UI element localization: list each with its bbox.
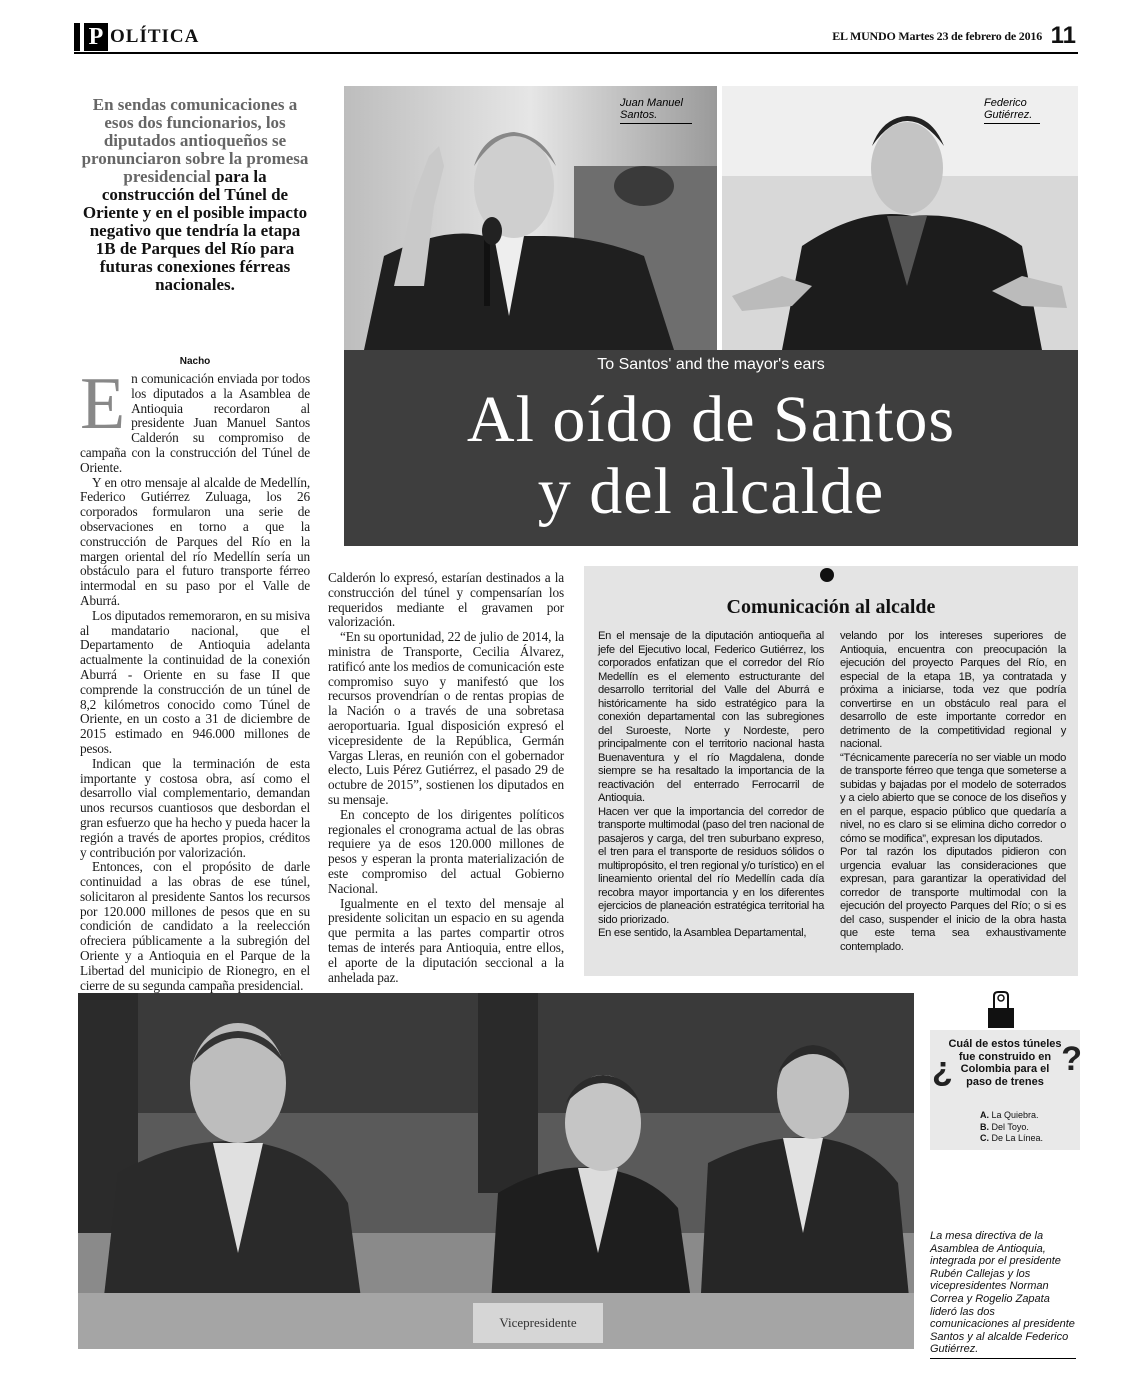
question-mark-open-icon: ¿ — [932, 1050, 953, 1088]
assembly-photo-image — [78, 993, 914, 1349]
section-initial: P — [84, 23, 108, 51]
lead-grey-text: En sendas comunicaciones a esos dos funcionarios, los diputados antioqueños se pronunciaron sobre la promesa presidencial — [81, 95, 309, 186]
headline-band — [344, 350, 1078, 546]
quiz-box — [930, 1030, 1080, 1150]
sidebar-paragraph: “Técnicamente parecería no ser viable un modo de transporte férreo que tenga que someterse a subidas y bajadas por el modelo de soterrados y a cielo abierto que se conoce de los diseños y en el parque, espacio público que quedaría a nivel, no es claro si se elimina dicho corredor o cómo se modifica”, expresan los diputados. — [840, 751, 1066, 845]
page-header — [74, 22, 1078, 54]
section-bar — [74, 23, 80, 51]
lead-paragraph — [80, 96, 310, 294]
article-paragraph: Los diputados rememoraron, en su misiva al mandatario nacional, que el Departamento de Antioquia adelanta actualmente la continuidad de la conexión Aburrá - Oriente en su fase II que comprende la construcción de un túnel de 8,2 kilómetros conocido como Túnel de Oriente, en un costo a 31 de diciembre de 2015 estimado en 946.000 millones de pesos. — [80, 607, 310, 756]
article-paragraph: Indican que la terminación de esta importante y costosa obra, así como el desarrollo vial complementario, demandan unos recursos cuantiosos que desbordan el gran esfuerzo que ha hecho y pueda hacer la región a través de aportes propios, créditos y contribución por valorización. — [80, 755, 310, 860]
article-paragraph: Y en otro mensaje al alcalde de Medellín, Federico Gutiérrez Zuluaga, los 26 corporados formularon una serie de observaciones en torno a que la construcción de Parques del Río en la margen oriental del río Medellín sería un obstáculo para el futuro transporte férreo intermodal en su paso por el Valle de Aburrá. — [80, 474, 310, 608]
article-paragraph: En concepto de los dirigentes políticos regionales el cronograma actual de las obras requiere ya de esos 120.000 millones de pesos y esperan la pronta materialización de este compromiso del actual Gobierno Nacional. — [328, 806, 564, 896]
gutierrez-photo-image — [722, 86, 1078, 350]
byline: Nacho — [179, 356, 211, 367]
sidebar-column-1 — [598, 630, 824, 941]
page-number: 11 — [1050, 22, 1076, 49]
quiz-option: A. La Quiebra. — [980, 1110, 1039, 1120]
headline-kicker: To Santos' and the mayor's ears — [597, 356, 825, 373]
section-name: OLÍTICA — [110, 26, 200, 47]
headline-line-2: y del alcalde — [537, 455, 885, 528]
dateline: EL MUNDO Martes 23 de febrero de 2016 — [832, 29, 1042, 43]
sidebar-title: Comunicación al alcalde — [726, 596, 936, 618]
sidebar-paragraph: En el mensaje de la diputación antioqueña al jefe del Ejecutivo local, Federico Gutiérrez, los corporados enfatizan que el corredor del Río Medellín es el elemento estructurante del desarrollo territorial del Valle del Aburrá e históricamente ha sido estratégico para la conexión departamental con las subregiones del Suroeste, Norte y Nordeste, pero principalmente con el territorio nacional hasta Buenaventura y el río Magdalena, donde siempre se ha resaltado la importancia de la reactivación del enterrado Ferrocarril de Antioquia. — [598, 630, 824, 804]
assembly-photo-caption: La mesa directiva de la Asamblea de Antioquia, integrada por el presidente Rubén Callejas y los vicepresidentes Norman Correa y Rogelio Zapata lideró las dos comunicaciones al presidente Santos y al alcalde Federico Gutiérrez. — [930, 1230, 1076, 1359]
santos-photo-caption: Juan Manuel Santos. — [620, 97, 692, 124]
headline-line-1: Al oído de Santos — [466, 383, 956, 456]
gutierrez-photo-caption: Federico Gutiérrez. — [984, 97, 1040, 124]
lead-dark-text: para la construcción del Túnel de Oriente y en el posible impacto negativo que tendría la etapa 1B de Parques del Río para futuras conexiones férreas nacionales. — [82, 167, 308, 294]
santos-photo-image — [344, 86, 717, 350]
binder-clip-icon — [986, 990, 1016, 1030]
article-column-1 — [80, 363, 310, 1008]
sidebar-paragraph: velando por los intereses superiores de Antioquia, encuentra con preocupación la ejecución del proyecto Parques del Río, en especial de la etapa 1B, ya contratada y próxima a iniciarse, toda vez que podría convertirse en un obstáculo real para el desarrollo de este importante corredor en detrimento de la competitividad regional y nacional. — [840, 630, 1066, 750]
sidebar-column-2 — [840, 630, 1066, 954]
article-paragraph: Calderón lo expresó, estarían destinados a la construcción del túnel y compensarían los requeridos mediante el gravamen por valorización. — [328, 570, 564, 630]
sidebar-bullet-icon — [820, 568, 834, 582]
drop-cap: E — [80, 363, 126, 445]
article-column-2 — [328, 571, 564, 985]
article-paragraph: “En su oportunidad, 22 de julio de 2014, la ministra de Transporte, Cecilia Álvarez, ratificó ante los medios de comunicación este compromiso suyo y manifestó que los recursos provendrían o de rentas propias de la Nación o a través de una sobretasa aeroportuaria. Igual disposición expresó el vicepresidente de la República, Germán Vargas Lleras, en reunión con el gobernador electo, Luis Pérez Gutiérrez, el pasado 29 de octubre de 2015”, sostienen los diputados en su mensaje. — [328, 629, 564, 807]
question-mark-close-icon: ? — [1061, 1040, 1082, 1078]
article-paragraph: Igualmente en el texto del mensaje al presidente solicitan un espacio en su agenda que permita a las partes compartir otros temas de interés para Antioquia, entre ellos, el aporte de la diputación seccional a la anhelada paz. — [328, 895, 564, 985]
quiz-question: Cuál de estos túneles fue construido en Colombia para el paso de trenes — [948, 1038, 1062, 1088]
article-paragraph: Entonces, con el propósito de darle continuidad a las obras de ese túnel, solicitaron al presidente Santos los recursos por 120.000 millones de pesos que en su condición de candidato a la reelección ofreciera públicamente a la subregión del Oriente y a Antioquia en el Parque de la Libertad del municipio de Rionegro, en el cierre de su segunda campaña presidencial. — [80, 859, 310, 993]
quiz-options — [980, 1110, 1043, 1145]
headline — [344, 384, 1078, 528]
quiz-option: B. Del Toyo. — [980, 1121, 1029, 1132]
sidebar-paragraph: Hacen ver que la importancia del corredor de transporte multimodal (paso del tren nacional de pasajeros y carga, del tren suburbano expreso, el tren para el transporte de residuos sólidos o multipropósito, el tren regional y/o turístico) en el lineamiento oriental del río Medellín cada día recobra mayor importancia y en los diferentes ejercicios de planeación estratégica territorial ha sido priorizado. — [598, 805, 824, 926]
section-label — [74, 22, 199, 52]
quiz-option: C. De La Línea. — [980, 1133, 1044, 1143]
sidebar-paragraph: Por tal razón los diputados pidieron con urgencia evaluar las consideraciones que expresan, para garantizar la operatividad del corredor de transporte multimodal con la ejecución del proyecto Parques del Río; o si es del caso, suspender el inicio de la obra hasta que este tema sea exhaustivamente contemplado. — [840, 846, 1066, 953]
sidebar-paragraph: En ese sentido, la Asamblea Departamental, — [598, 927, 807, 939]
assembly-photo — [78, 993, 914, 1349]
sidebar-box — [584, 566, 1078, 976]
santos-photo — [344, 86, 717, 350]
nameplate-text: Vicepresidente — [499, 1315, 577, 1330]
article-paragraph: En comunicación enviada por todos los diputados a la Asamblea de Antioquia recordaron al presidente Juan Manuel Santos Calderón su compromiso de campaña con la construcción del Túnel de Oriente. — [80, 363, 310, 475]
gutierrez-photo — [722, 86, 1078, 350]
